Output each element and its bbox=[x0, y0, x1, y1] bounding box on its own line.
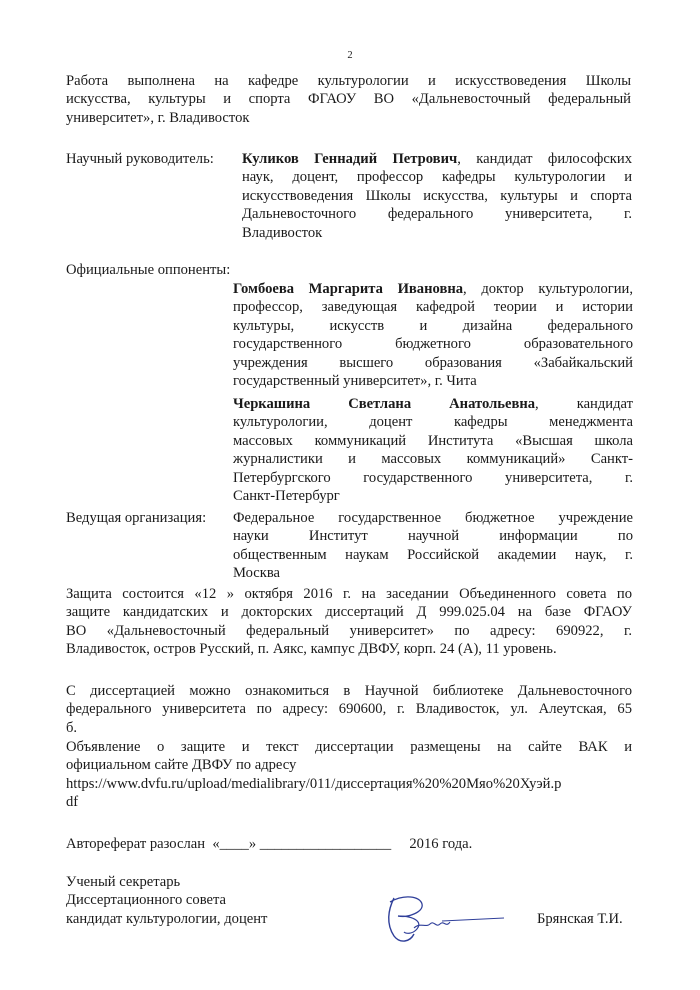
opponent-1-line-6: государственный университет», г. Чита bbox=[233, 373, 477, 390]
supervisor-line-1 bbox=[242, 150, 632, 168]
intro-line-3: университет», г. Владивосток bbox=[66, 109, 250, 126]
opponent-1-block bbox=[233, 280, 633, 390]
opponent-1-line-3: культуры, искусств и дизайна федерального bbox=[233, 317, 633, 334]
opponent-1-line-1 bbox=[233, 280, 633, 298]
opponent-2-name: Черкашина Светлана Анатольевна bbox=[233, 396, 536, 412]
secretary-line-2: Диссертационного совета bbox=[66, 892, 227, 909]
library-paragraph bbox=[66, 682, 632, 737]
secretary-name: Брянская Т.И. bbox=[537, 911, 623, 927]
defense-line-3: ВО «Дальневосточный федеральный университет» по адресу: 690922, г. bbox=[66, 622, 632, 639]
defense-paragraph bbox=[66, 585, 632, 659]
announcement-paragraph bbox=[66, 738, 632, 812]
supervisor-name: Куликов Геннадий Петрович bbox=[242, 151, 458, 167]
supervisor-line-1-rest: , кандидат философских bbox=[457, 151, 632, 167]
opponent-2-line-5: Петербургского государственного университета, г. bbox=[233, 469, 633, 486]
defense-line-2: защите кандидатских и докторских диссертаций Д 999.025.04 на базе ФГАОУ bbox=[66, 604, 632, 621]
supervisor-block bbox=[242, 150, 632, 242]
lead-org-line-1: Федеральное государственное бюджетное учреждение bbox=[233, 510, 633, 526]
opponent-1-name: Гомбоева Маргарита Ивановна bbox=[233, 281, 464, 297]
opponent-2-line-1-rest: , кандидат bbox=[535, 396, 633, 412]
announcement-line-2: официальном сайте ДВФУ по адресу bbox=[66, 757, 297, 774]
opponent-1-line-1-rest: , доктор культурологии, bbox=[463, 281, 633, 297]
announcement-url-line-2: df bbox=[66, 794, 79, 811]
intro-line-2: искусства, культуры и спорта ФГАОУ ВО «Дальневосточный федеральный bbox=[66, 91, 631, 108]
page-number: 2 bbox=[347, 50, 353, 61]
opponents-label: Официальные оппоненты: bbox=[66, 262, 231, 278]
opponent-2-line-6: Санкт-Петербург bbox=[233, 488, 340, 505]
mailing-line bbox=[66, 835, 472, 853]
mailing-prefix: Автореферат разослан « bbox=[66, 836, 220, 852]
opponent-2-line-4: журналистики и массовых коммуникаций» Санкт- bbox=[233, 451, 633, 468]
opponent-2-line-3: массовых коммуникаций Института «Высшая школа bbox=[233, 432, 633, 449]
supervisor-line-5: Владивосток bbox=[242, 224, 323, 241]
mailing-mid: » bbox=[248, 836, 257, 852]
supervisor-line-4: Дальневосточного федерального университета, г. bbox=[242, 206, 632, 223]
defense-line-1: Защита состоится «12 » октября 2016 г. на заседании Объединенного совета по bbox=[66, 586, 632, 602]
lead-org-line-3: общественным наукам Российской академии наук, г. bbox=[233, 546, 633, 563]
intro-paragraph bbox=[66, 72, 631, 127]
mailing-month-blank: __________________ bbox=[259, 836, 392, 852]
supervisor-line-3: искусствоведения Школы искусства, культуры и спорта bbox=[242, 187, 632, 204]
lead-org-line-2: науки Институт научной информации по bbox=[233, 528, 633, 545]
opponent-1-line-5: учреждения высшего образования «Забайкальский bbox=[233, 354, 633, 371]
mailing-suffix: 2016 года. bbox=[409, 836, 473, 852]
lead-org-line-4: Москва bbox=[233, 565, 281, 582]
intro-line-1: Работа выполнена на кафедре культурологии и искусствоведения Школы bbox=[66, 73, 631, 89]
defense-line-4: Владивосток, остров Русский, п. Аякс, кампус ДВФУ, корп. 24 (А), 11 уровень. bbox=[66, 641, 557, 658]
opponent-1-line-2: профессор, заведующая кафедрой теории и истории bbox=[233, 299, 633, 316]
library-line-1: С диссертацией можно ознакомиться в Научной библиотеке Дальневосточного bbox=[66, 683, 632, 699]
opponent-2-line-1 bbox=[233, 395, 633, 413]
mailing-day-blank: ____ bbox=[219, 836, 249, 852]
opponent-2-line-2: культурологии, доцент кафедры менеджмента bbox=[233, 414, 633, 431]
library-line-2: федерального университета по адресу: 690600, г. Владивосток, ул. Алеутская, 65 bbox=[66, 701, 632, 718]
secretary-line-3: кандидат культурологии, доцент bbox=[66, 910, 268, 927]
supervisor-line-2: наук, доцент, профессор кафедры культурологии и bbox=[242, 169, 632, 186]
lead-org-block bbox=[233, 509, 633, 583]
announcement-url-line-1: https://www.dvfu.ru/upload/medialibrary/011/диссертация%20%20Мяо%20Хуэй.р bbox=[66, 775, 562, 792]
lead-org-label: Ведущая организация: bbox=[66, 510, 207, 526]
supervisor-label: Научный руководитель: bbox=[66, 151, 214, 167]
announcement-line-1: Объявление о защите и текст диссертации размещены на сайте ВАК и bbox=[66, 739, 632, 755]
secretary-block bbox=[66, 873, 267, 928]
secretary-line-1: Ученый секретарь bbox=[66, 874, 181, 890]
opponent-1-line-4: государственного бюджетного образовательного bbox=[233, 336, 633, 353]
library-line-3: б. bbox=[66, 719, 78, 736]
opponent-2-block bbox=[233, 395, 633, 505]
handwritten-signature bbox=[370, 888, 510, 948]
